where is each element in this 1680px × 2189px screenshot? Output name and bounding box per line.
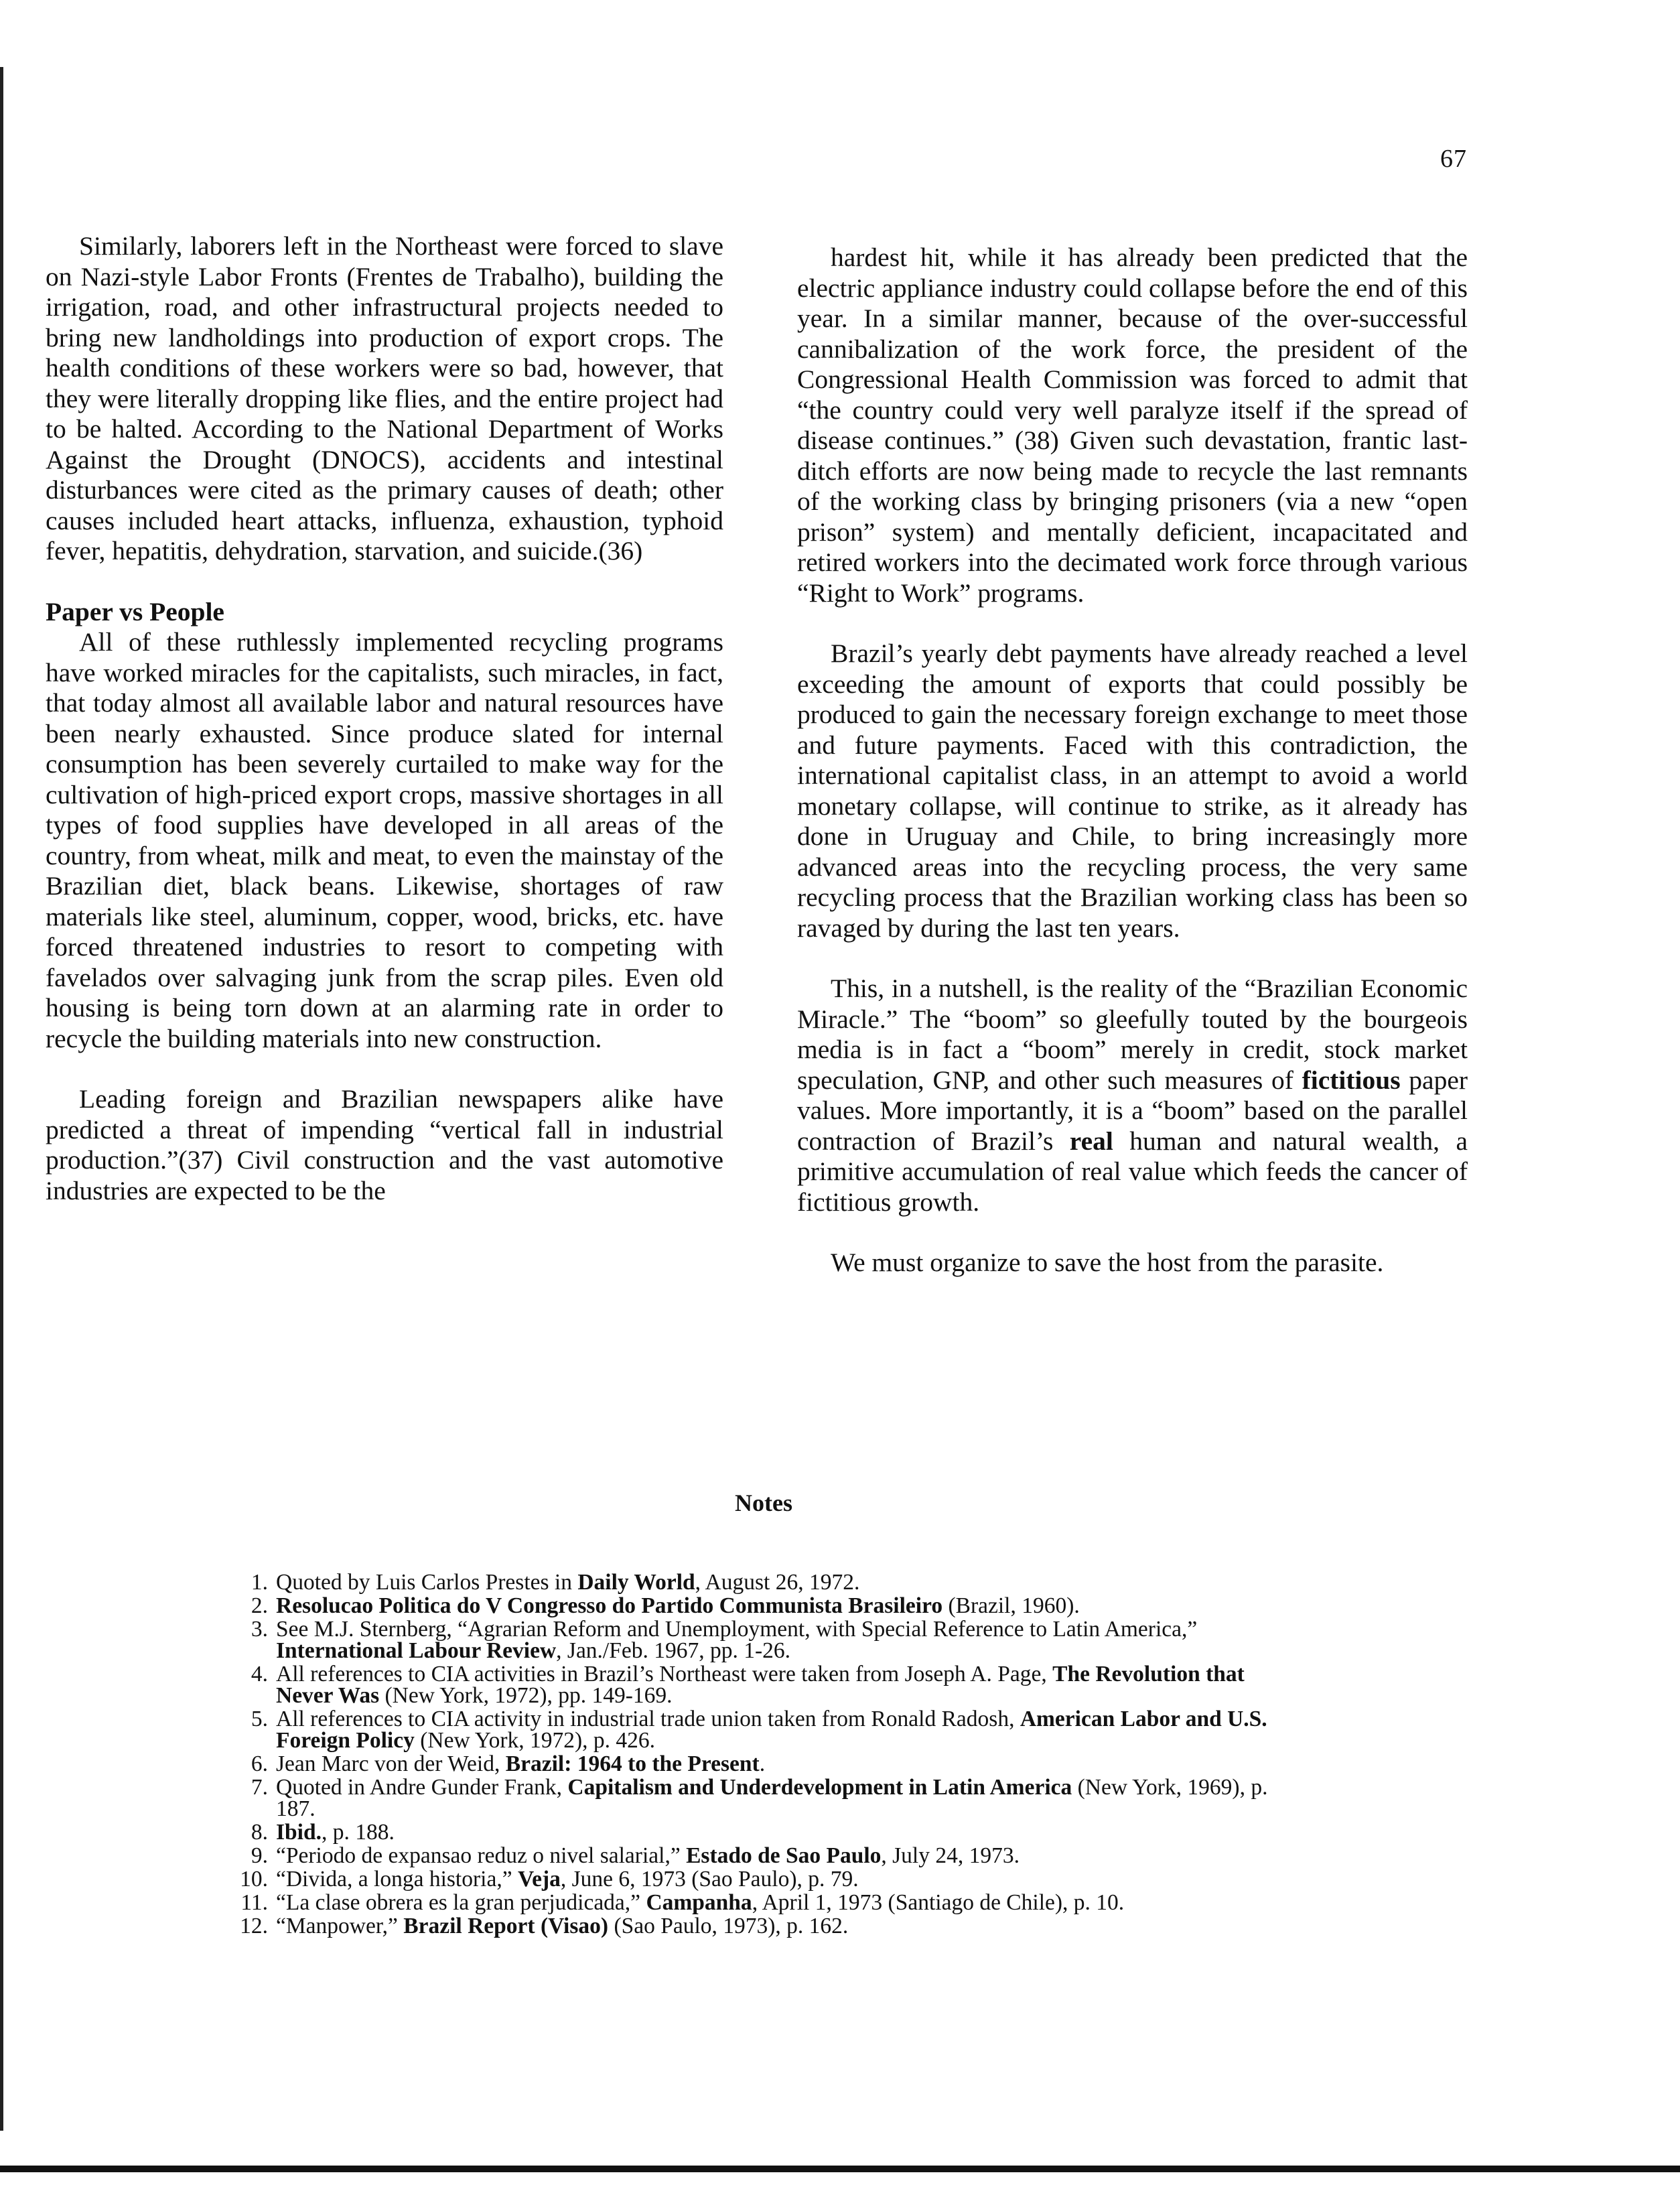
bold-text: Resolucao Politica do V Congresso do Partido Communista Brasileiro bbox=[276, 1593, 943, 1618]
note-item bbox=[233, 1619, 1305, 1662]
notes-list bbox=[233, 1572, 1305, 1939]
note-number: 12. bbox=[240, 1914, 268, 1938]
text-run: (New York, 1972), p. 426. bbox=[414, 1728, 656, 1753]
bold-text: American Labor and U.S. Foreign Policy bbox=[276, 1707, 1267, 1753]
text-run: , p. 188. bbox=[321, 1820, 395, 1845]
scan-bottom-edge bbox=[0, 2166, 1680, 2172]
section-heading: Paper vs People bbox=[46, 596, 224, 626]
note-item bbox=[233, 1572, 1305, 1593]
note-text bbox=[276, 1572, 1305, 1593]
paragraph: Leading foreign and Brazilian newspapers alike have predicted a threat of impending “vertical fall in industrial production.”(37) Civil construction and the vast automotive industries are expected to be the bbox=[46, 1084, 723, 1205]
paragraph: hardest hit, while it has already been predicted that the electric appliance industry could collapse before the end of this year. In a similar manner, because of the over-successful cannibalization of the work force, the president of the Congressional Health Commission was forced to admit that “the country could very well paralyze itself if the spread of disease continues.” (38) Given such devastation, frantic last-ditch efforts are now being made to recycle the last remnants of the working class by bringing prisoners (via a new “open prison” system) and mentally deficient, incapacitated and retired workers into the decimated work force through various “Right to Work” programs. bbox=[797, 243, 1468, 608]
note-text bbox=[276, 1822, 1305, 1843]
bold-text: Brazil: 1964 to the Present bbox=[505, 1751, 760, 1776]
text-run: Quoted in Andre Gunder Frank, bbox=[276, 1775, 568, 1800]
note-number: 5. bbox=[251, 1707, 268, 1731]
note-number: 1. bbox=[251, 1570, 268, 1595]
text-run: , June 6, 1973 (Sao Paulo), p. 79. bbox=[560, 1867, 859, 1892]
note-item bbox=[233, 1595, 1305, 1617]
bold-text: Estado de Sao Paulo bbox=[686, 1843, 882, 1868]
paragraph: Similarly, laborers left in the Northeast were forced to slave on Nazi-style Labor Fronts (Frentes de Trabalho), building the irrigation, road, and other infrastructural projects needed to bring new landholdings into production of export crops. The health conditions of these workers were so bad, however, that they were literally dropping like flies, and the entire project had to be halted. According to the National Department of Works Against the Drought (DNOCS), accidents and intestinal disturbances were cited as the primary causes of death; other causes included heart attacks, influenza, exhaustion, typhoid fever, hepatitis, dehydration, starvation, and suicide.(36) bbox=[46, 231, 723, 566]
closing-paragraph: We must organize to save the host from the parasite. bbox=[831, 1248, 1384, 1277]
text-run: “Divida, a longa historia,” bbox=[276, 1867, 518, 1892]
text-run: Jean Marc von der Weid, bbox=[276, 1751, 506, 1776]
text-run: “La clase obrera es la gran perjudicada,” bbox=[276, 1890, 646, 1915]
page-number: 67 bbox=[1440, 145, 1467, 173]
paragraph: Brazil’s yearly debt payments have already reached a level exceeding the amount of exports that could possibly be produced to gain the necessary foreign exchange to meet those and future payments. Faced with this contradiction, the international capitalist class, in an attempt to avoid a world monetary collapse, will continue to strike, as it already has done in Uruguay and Chile, to bring increasingly more advanced areas into the recycling process, the very same recycling process that the Brazilian working class has been so ravaged by during the last ten years. bbox=[797, 639, 1468, 943]
text-run: . bbox=[759, 1751, 766, 1776]
text-run: (New York, 1972), pp. 149-169. bbox=[379, 1683, 673, 1708]
note-text bbox=[276, 1892, 1305, 1914]
note-number: 9. bbox=[251, 1843, 268, 1868]
bold-text: real bbox=[1069, 1126, 1113, 1156]
note-text bbox=[276, 1595, 1305, 1617]
text-run: This, in a nutshell, is the reality of the “Brazilian Economic Miracle.” The “boom” so gleefully touted by the bourgeois media is in fact a “boom” merely in credit, stock market speculation, GNP, and other such measures of bbox=[797, 974, 1468, 1095]
note-item bbox=[233, 1869, 1305, 1890]
note-number: 7. bbox=[251, 1775, 268, 1800]
note-text bbox=[276, 1619, 1305, 1662]
note-item bbox=[233, 1709, 1305, 1751]
note-item bbox=[233, 1777, 1305, 1820]
note-number: 2. bbox=[251, 1593, 268, 1618]
bold-text: Brazil Report (Visao) bbox=[403, 1914, 609, 1938]
note-text bbox=[276, 1753, 1305, 1775]
right-column bbox=[797, 243, 1468, 1278]
note-item bbox=[233, 1664, 1305, 1707]
note-item bbox=[233, 1845, 1305, 1867]
note-text bbox=[276, 1777, 1305, 1820]
note-number: 3. bbox=[251, 1617, 268, 1642]
note-text bbox=[276, 1709, 1305, 1751]
note-item bbox=[233, 1892, 1305, 1914]
left-column bbox=[46, 231, 723, 1206]
paragraph bbox=[797, 974, 1468, 1217]
note-number: 11. bbox=[240, 1890, 268, 1915]
note-text bbox=[276, 1916, 1305, 1937]
bold-text: The Revolution that Never Was bbox=[276, 1662, 1245, 1708]
bold-text: Daily World bbox=[577, 1570, 695, 1595]
text-run: All references to CIA activities in Brazil’s Northeast were taken from Joseph A. Page, bbox=[276, 1662, 1053, 1686]
bold-text: International Labour Review bbox=[276, 1638, 557, 1663]
text-run: (New York, 1969), p. 187. bbox=[276, 1775, 1268, 1821]
paragraph: All of these ruthlessly implemented recycling programs have worked miracles for the capitalists, such miracles, in fact, that today almost all available labor and natural resources have been nearly exhausted. Since produce slated for internal consumption has been severely curtailed to make way for the cultivation of high-priced export crops, massive shortages in all types of food supplies have developed in all areas of the country, from wheat, milk and meat, to even the mainstay of the Brazilian diet, black beans. Likewise, shortages of raw materials like steel, aluminum, copper, wood, bricks, etc. have forced threatened industries to resort to competing with favelados over salvaging junk from the scrap piles. Even old housing is being torn down at an alarming rate in order to recycle the building materials into new construction. bbox=[46, 627, 723, 1053]
text-run: , Jan./Feb. 1967, pp. 1-26. bbox=[556, 1638, 791, 1663]
text-run: “Manpower,” bbox=[276, 1914, 404, 1938]
note-number: 8. bbox=[251, 1820, 268, 1845]
bold-text: Campanha bbox=[646, 1890, 752, 1915]
note-text bbox=[276, 1845, 1305, 1867]
text-run: human and natural wealth, a primitive accumulation of real value which feeds the cancer of fictitious growth. bbox=[797, 1126, 1468, 1217]
bold-text: Capitalism and Underdevelopment in Latin America bbox=[567, 1775, 1072, 1800]
text-run: , July 24, 1973. bbox=[881, 1843, 1020, 1868]
note-item bbox=[233, 1822, 1305, 1843]
note-item bbox=[233, 1916, 1305, 1937]
bold-text: Veja bbox=[517, 1867, 561, 1892]
note-number: 4. bbox=[251, 1662, 268, 1686]
notes-title: Notes bbox=[735, 1489, 792, 1516]
note-text bbox=[276, 1664, 1305, 1707]
note-item bbox=[233, 1753, 1305, 1775]
text-run: (Sao Paulo, 1973), p. 162. bbox=[608, 1914, 849, 1938]
text-run: “Periodo de expansao reduz o nivel salarial,” bbox=[276, 1843, 687, 1868]
bold-text: fictitious bbox=[1302, 1065, 1401, 1095]
text-run: , August 26, 1972. bbox=[695, 1570, 860, 1595]
text-run: All references to CIA activity in industrial trade union taken from Ronald Radosh, bbox=[276, 1707, 1020, 1731]
note-number: 6. bbox=[251, 1751, 268, 1776]
text-run: , April 1, 1973 (Santiago de Chile), p. 10. bbox=[752, 1890, 1125, 1915]
text-run: paper values. More importantly, it is a “boom” based on the parallel contraction of Brazil’s bbox=[797, 1065, 1468, 1156]
text-run: (Brazil, 1960). bbox=[942, 1593, 1080, 1618]
text-run: See M.J. Sternberg, “Agrarian Reform and Unemployment, with Special Reference to Latin America,” bbox=[276, 1617, 1198, 1642]
text-run: Quoted by Luis Carlos Prestes in bbox=[276, 1570, 578, 1595]
bold-text: Ibid. bbox=[276, 1820, 322, 1845]
note-text bbox=[276, 1869, 1305, 1890]
note-number: 10. bbox=[240, 1867, 268, 1892]
scan-left-edge bbox=[0, 67, 3, 2131]
